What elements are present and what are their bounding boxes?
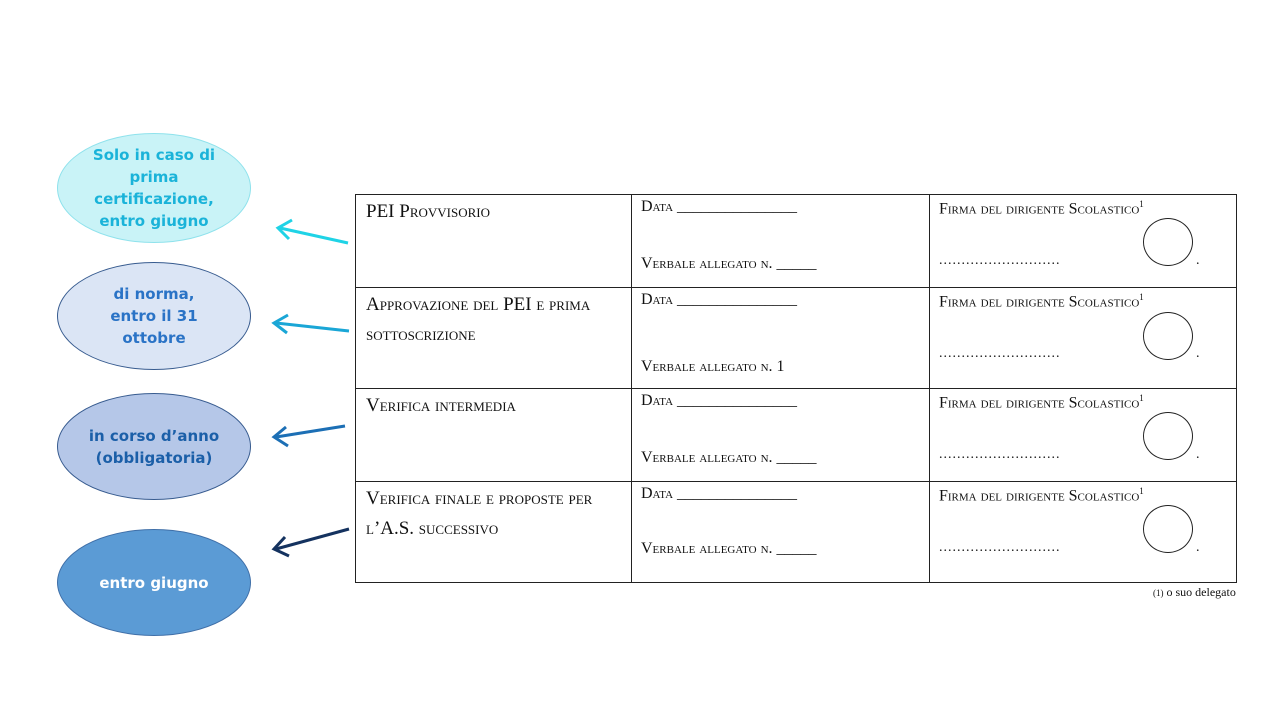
oval-label: in corso d’anno (obbligatoria): [88, 426, 220, 467]
footnote-mark: (1): [1153, 588, 1164, 598]
arrow-2: [274, 315, 349, 333]
table-row: [356, 482, 1237, 583]
data-cell: [632, 288, 930, 389]
phase-label: Verifica finale e proposte per l’A.S. successivo: [366, 488, 593, 539]
phase-cell: [356, 195, 632, 288]
phase-label: Approvazione del PEI e prima sottoscrizione: [366, 294, 591, 345]
period: .: [1196, 253, 1200, 268]
firma-cell: [930, 482, 1237, 583]
signature-line: ...........................: [939, 540, 1061, 555]
verbale-field: Verbale allegato n. _____: [641, 449, 817, 466]
firma-label: Firma del dirigente Scolastico$^1$: [939, 199, 1144, 218]
arrow-1: [278, 220, 348, 243]
firma-label: Firma del dirigente Scolastico$^1$: [939, 292, 1144, 311]
verbale-field: Verbale allegato n. 1: [641, 358, 785, 375]
firma-cell: [930, 195, 1237, 288]
arrow-3: [274, 426, 345, 446]
period: .: [1196, 540, 1200, 555]
oval-label: entro giugno: [99, 573, 209, 592]
phase-label: PEI Provvisorio: [366, 201, 490, 222]
period: .: [1196, 447, 1200, 462]
firma-cell: [930, 389, 1237, 482]
signature-line: ...........................: [939, 253, 1061, 268]
footnote-text: o suo delegato: [1166, 585, 1236, 599]
verbale-field: Verbale allegato n. _____: [641, 540, 817, 557]
stamp-circle: [1143, 412, 1193, 460]
data-cell: [632, 389, 930, 482]
footnote: [1153, 585, 1236, 600]
data-cell: [632, 195, 930, 288]
pei-table: [355, 194, 1237, 583]
table-row: [356, 288, 1237, 389]
data-field: Data _______________: [641, 392, 798, 409]
stamp-circle: [1143, 312, 1193, 360]
stamp-circle: [1143, 505, 1193, 553]
arrow-4: [274, 529, 349, 556]
oval-label: di norma, entro il 31 ottobre: [110, 285, 198, 347]
table-row: [356, 389, 1237, 482]
phase-cell: [356, 389, 632, 482]
phase-cell: [356, 482, 632, 583]
firma-label: Firma del dirigente Scolastico$^1$: [939, 393, 1144, 412]
data-field: Data _______________: [641, 485, 798, 502]
signature-line: ...........................: [939, 447, 1061, 462]
table-row: [356, 195, 1237, 288]
data-field: Data _______________: [641, 291, 798, 308]
verbale-field: Verbale allegato n. _____: [641, 255, 817, 272]
data-cell: [632, 482, 930, 583]
firma-cell: [930, 288, 1237, 389]
phase-label: Verifica intermedia: [366, 395, 516, 416]
signature-line: ...........................: [939, 346, 1061, 361]
phase-cell: [356, 288, 632, 389]
period: .: [1196, 346, 1200, 361]
firma-label: Firma del dirigente Scolastico$^1$: [939, 486, 1144, 505]
stamp-circle: [1143, 218, 1193, 266]
oval-label: Solo in caso di prima certificazione, entro giugno: [92, 146, 216, 230]
data-field: Data _______________: [641, 198, 798, 215]
